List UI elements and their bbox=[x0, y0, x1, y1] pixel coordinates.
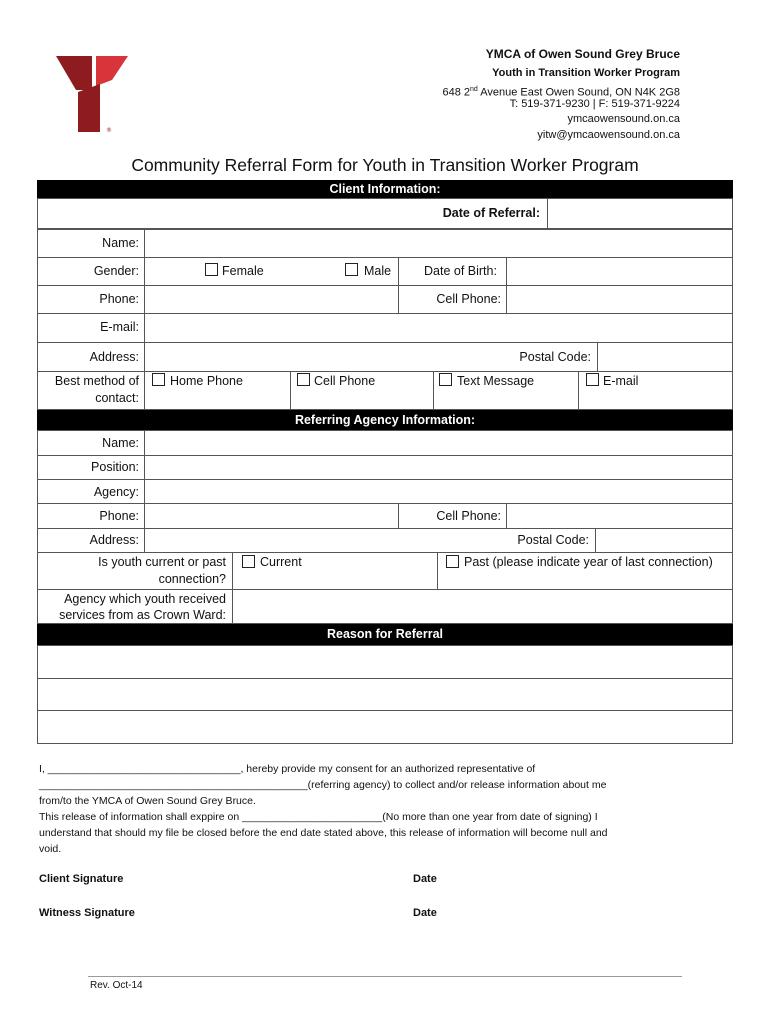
client-gender-label: Gender: bbox=[93, 264, 139, 278]
client-postal-field[interactable] bbox=[599, 344, 732, 370]
org-phone-fax: T: 519-371-9230 | F: 519-371-9224 bbox=[509, 98, 680, 110]
contact-text-message-checkbox[interactable] bbox=[439, 373, 452, 386]
contact-cell-phone-label: Cell Phone bbox=[314, 374, 376, 388]
connection-past-label: Past (please indicate year of last connection) bbox=[464, 555, 713, 569]
program-name: Youth in Transition Worker Program bbox=[492, 67, 680, 79]
reason-line-2[interactable] bbox=[37, 678, 733, 711]
client-phone-label: Phone: bbox=[99, 292, 139, 306]
agency-cell-label: Cell Phone: bbox=[436, 509, 501, 523]
agency-address-label: Address: bbox=[89, 533, 139, 547]
agency-agency-field[interactable] bbox=[146, 481, 732, 502]
client-email-label: E-mail: bbox=[100, 320, 139, 334]
agency-agency-label: Agency: bbox=[93, 485, 139, 499]
reason-line-3[interactable] bbox=[37, 710, 733, 744]
best-method-label-line1: Best method of bbox=[54, 374, 139, 388]
logo-left-arm bbox=[56, 56, 92, 90]
org-name: YMCA of Owen Sound Grey Bruce bbox=[485, 47, 680, 61]
form-title: Community Referral Form for Youth in Transition Worker Program bbox=[131, 155, 639, 175]
agency-position-label: Position: bbox=[91, 460, 139, 474]
client-phone-field[interactable] bbox=[146, 287, 398, 312]
reason-line-1[interactable] bbox=[37, 645, 733, 679]
client-dob-label: Date of Birth: bbox=[424, 264, 497, 278]
ymca-logo bbox=[52, 52, 132, 134]
org-website: ymcaowensound.on.ca bbox=[567, 113, 680, 125]
client-name-label: Name: bbox=[102, 236, 139, 250]
client-name-field[interactable] bbox=[146, 231, 732, 256]
contact-cell-phone-checkbox[interactable] bbox=[297, 373, 310, 386]
client-date-label: Date bbox=[413, 873, 437, 885]
agency-name-label: Name: bbox=[102, 436, 139, 450]
gender-female-label: Female bbox=[222, 264, 264, 278]
client-address-label: Address: bbox=[89, 350, 139, 364]
consent-line-4: This release of information shall exppire on ________________________(No more than one year from date of signing) I bbox=[39, 811, 598, 823]
agency-name-field[interactable] bbox=[146, 432, 732, 454]
consent-line-5: understand that should my file be closed before the end date stated above, this release of information will become null and bbox=[39, 827, 608, 839]
connection-current-checkbox[interactable] bbox=[242, 555, 255, 568]
best-method-label-line2: contact: bbox=[95, 391, 139, 405]
consent-line-2: ______________________________________________(referring agency) to collect and/or release information about me bbox=[39, 779, 607, 791]
agency-phone-label: Phone: bbox=[99, 509, 139, 523]
connection-current-label: Current bbox=[260, 555, 302, 569]
agency-postal-label: Postal Code: bbox=[517, 533, 589, 547]
crown-ward-label-line1: Agency which youth received bbox=[64, 592, 226, 606]
date-of-referral-field[interactable] bbox=[547, 198, 733, 229]
contact-email-label: E-mail bbox=[603, 374, 639, 388]
logo-right-arm bbox=[96, 56, 128, 86]
client-signature-label: Client Signature bbox=[39, 873, 124, 885]
client-email-field[interactable] bbox=[146, 315, 732, 341]
logo-stem bbox=[78, 84, 100, 132]
connection-past-checkbox[interactable] bbox=[446, 555, 459, 568]
footer-rule bbox=[88, 976, 682, 977]
contact-home-phone-label: Home Phone bbox=[170, 374, 243, 388]
agency-postal-field[interactable] bbox=[597, 530, 732, 551]
youth-connection-label-line1: Is youth current or past bbox=[98, 555, 226, 569]
youth-connection-label-line2: connection? bbox=[158, 572, 226, 586]
logo-registered-mark: ® bbox=[106, 127, 112, 134]
witness-signature-label: Witness Signature bbox=[39, 907, 135, 919]
agency-position-field[interactable] bbox=[146, 457, 732, 478]
client-postal-label: Postal Code: bbox=[519, 350, 591, 364]
revision-label: Rev. Oct-14 bbox=[90, 980, 143, 991]
org-email: yitw@ymcaowensound.on.ca bbox=[537, 129, 680, 141]
agency-section-header: Referring Agency Information: bbox=[37, 410, 733, 430]
client-section-header: Client Information: bbox=[37, 180, 733, 198]
org-address: 648 2nd Avenue East Owen Sound, ON N4K 2G8 bbox=[442, 86, 680, 99]
gender-male-checkbox[interactable] bbox=[345, 263, 358, 276]
witness-date-label: Date bbox=[413, 907, 437, 919]
gender-male-label: Male bbox=[364, 264, 392, 278]
client-dob-field[interactable] bbox=[508, 259, 732, 284]
crown-ward-label-line2: services from as Crown Ward: bbox=[59, 608, 226, 622]
contact-email-checkbox[interactable] bbox=[586, 373, 599, 386]
reason-section-header: Reason for Referral bbox=[37, 624, 733, 645]
consent-line-1: I, _________________________________, hereby provide my consent for an authorized representative of bbox=[39, 763, 536, 775]
contact-home-phone-checkbox[interactable] bbox=[152, 373, 165, 386]
agency-cell-field[interactable] bbox=[508, 505, 732, 527]
agency-phone-field[interactable] bbox=[146, 505, 398, 527]
crown-ward-field[interactable] bbox=[234, 591, 732, 623]
consent-line-6: void. bbox=[39, 843, 62, 855]
gender-female-checkbox[interactable] bbox=[205, 263, 218, 276]
consent-line-3: from/to the YMCA of Owen Sound Grey Bruce. bbox=[39, 795, 256, 807]
contact-text-message-label: Text Message bbox=[457, 374, 535, 388]
date-of-referral-label: Date of Referral: bbox=[442, 206, 540, 220]
client-cell-field[interactable] bbox=[508, 287, 732, 312]
client-cell-label: Cell Phone: bbox=[436, 292, 501, 306]
